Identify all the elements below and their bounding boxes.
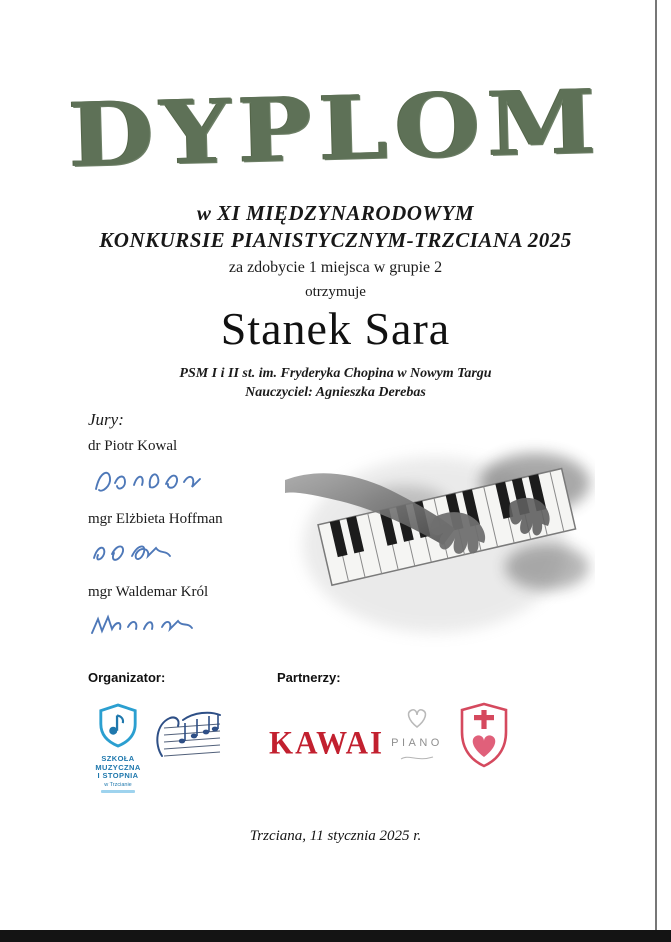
piano-logo-text: PIANO [391, 737, 443, 749]
jury-block [88, 410, 298, 657]
music-school-logo [78, 702, 158, 793]
scan-edge-right [655, 0, 657, 942]
scan-edge-bottom [0, 930, 671, 942]
date-line: Trzciana, 11 stycznia 2025 r. [249, 828, 422, 844]
school-logo-line: I STOPNIA [97, 771, 139, 780]
jury-heading: Jury: [88, 410, 124, 429]
piano-logo [383, 706, 451, 767]
trzciana-crest-logo [458, 702, 510, 768]
diploma-title: DYPLOM [66, 69, 605, 187]
piano-logo-script-decoration [397, 754, 437, 762]
piano-logo-heart-icon [404, 706, 430, 730]
school-logo-subline: w Trzcianie [104, 781, 132, 788]
signature-waldemar-krol [88, 609, 200, 643]
signature-piotr-kowal [88, 463, 208, 497]
kawai-logo: KAWAI [269, 724, 385, 761]
receives-line: otrzymuje [305, 284, 366, 300]
competition-line-2: KONKURSIE PIANISTYCZNYM-TRZCIANA 2025 [99, 228, 572, 252]
school-logo-line: SZKOŁA [101, 754, 135, 763]
signature-elzbieta-hoffman [88, 536, 184, 570]
jury-member-name: dr Piotr Kowal [88, 438, 178, 454]
jury-member-name: mgr Elżbieta Hoffman [88, 511, 223, 527]
partners-label: Partnerzy: [277, 670, 341, 685]
award-line: za zdobycie 1 miejsca w grupie 2 [228, 259, 443, 276]
music-school-shield-icon [97, 702, 139, 748]
school-logo-line: MUZYCZNA [95, 762, 141, 772]
piano-hands-illustration [285, 425, 595, 660]
jury-member-name: mgr Waldemar Król [88, 584, 209, 600]
competition-line-1: w XI MIĘDZYNARODOWYM [196, 201, 475, 225]
school-logo-decoration [101, 790, 135, 793]
teacher-line: Nauczyciel: Agnieszka Derebas [245, 385, 426, 400]
recipient-name: Stanek Sara [220, 303, 451, 354]
organizer-label: Organizator: [88, 670, 166, 685]
music-staff-logo [150, 708, 226, 770]
school-line: PSM I i II st. im. Fryderyka Chopina w Nowym Targu [179, 366, 492, 381]
